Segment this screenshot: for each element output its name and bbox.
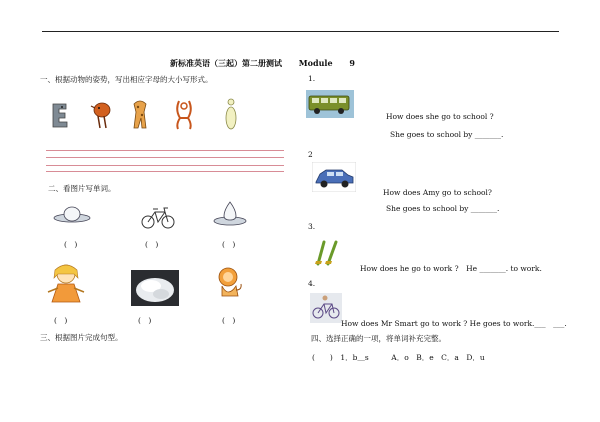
page-title bbox=[170, 58, 355, 69]
q2-question: How does Amy go to school? bbox=[383, 188, 492, 197]
q2-answer: She goes to school by _______. bbox=[386, 204, 500, 213]
elephant-letter-e-icon bbox=[50, 100, 70, 130]
rice-photo-icon bbox=[131, 270, 179, 306]
animal-letter-i-icon bbox=[222, 96, 240, 132]
giraffe-letter-g-icon bbox=[130, 98, 150, 132]
answer-bracket: ( ) bbox=[222, 316, 236, 325]
title-text: 新标准英语（三起）第二册测试 bbox=[170, 58, 282, 68]
q2-number: 2 bbox=[308, 150, 313, 159]
writing-line-2 bbox=[46, 157, 284, 158]
answer-bracket: ( ) bbox=[222, 240, 236, 249]
module-number: 9 bbox=[349, 58, 355, 68]
module-label: Module bbox=[298, 58, 333, 68]
walking-icon bbox=[310, 234, 346, 270]
bird-letter-f-icon bbox=[90, 98, 114, 132]
writing-line-4 bbox=[46, 171, 284, 172]
lion-icon bbox=[214, 266, 244, 300]
section3-heading: 三、根据图片完成句型。 bbox=[40, 333, 123, 342]
bus-icon bbox=[306, 90, 354, 118]
section1-heading: 一、根据动物的姿势，写出相应字母的大小写形式。 bbox=[40, 75, 213, 84]
answer-bracket: ( ) bbox=[145, 240, 159, 249]
girl-doll-icon bbox=[44, 262, 88, 308]
q1-number: 1. bbox=[308, 74, 316, 83]
bicycle-icon bbox=[140, 204, 176, 230]
writing-line-1 bbox=[46, 150, 284, 151]
q4-number: 4. bbox=[308, 279, 316, 288]
section4-question-1: ( ) 1．b＿s A．o B．e C．a D．u bbox=[312, 353, 485, 362]
answer-bracket: ( ) bbox=[64, 240, 78, 249]
q1-answer: She goes to school by _______. bbox=[390, 130, 504, 139]
q4-sentence: How does Mr Smart go to work ? He goes to work.___ ___. bbox=[341, 319, 567, 328]
pear-ufo-icon bbox=[212, 198, 248, 228]
q3-sentence: How does he go to work ? He _______. to work. bbox=[360, 264, 542, 273]
answer-bracket: ( ) bbox=[138, 316, 152, 325]
horse-letter-h-icon bbox=[172, 98, 196, 132]
section4-heading: 四、选择正确的一项，将单词补充完整。 bbox=[311, 334, 446, 343]
q1-question: How does she go to school ? bbox=[386, 112, 494, 121]
writing-line-3 bbox=[46, 165, 284, 166]
ufo-icon bbox=[52, 204, 92, 226]
top-rule bbox=[42, 31, 559, 32]
bicycle-photo-icon bbox=[310, 293, 342, 323]
section2-heading: 二、看图片写单词。 bbox=[48, 184, 116, 193]
q3-number: 3. bbox=[308, 222, 316, 231]
car-icon bbox=[312, 162, 356, 192]
answer-bracket: ( ) bbox=[54, 316, 68, 325]
